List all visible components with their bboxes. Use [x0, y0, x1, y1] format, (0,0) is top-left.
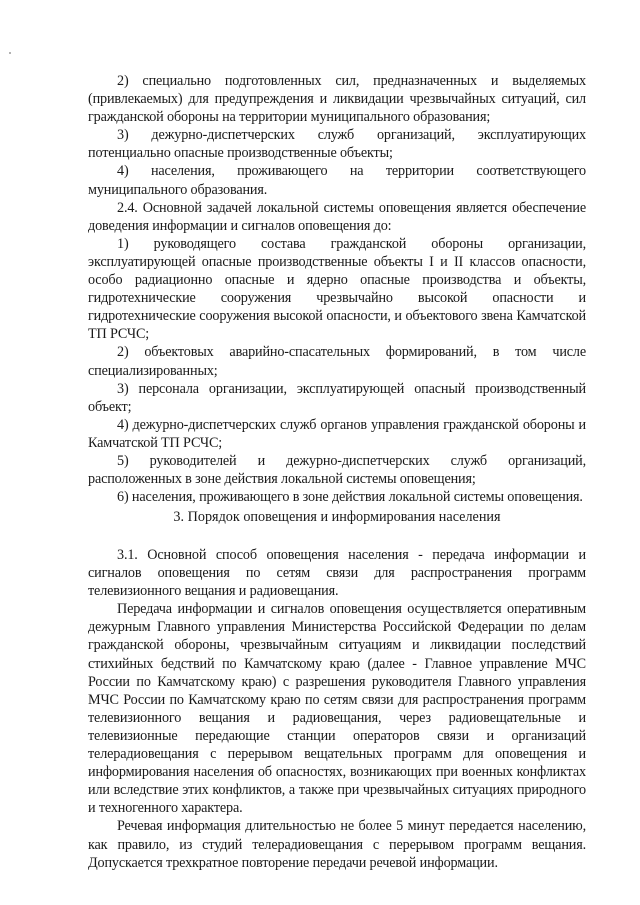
clause-2-4-item: 3) персонала организации, эксплуатирующей опасный производственный объект; — [88, 380, 586, 415]
clause-2-4-item: 6) населения, проживающего в зоне действия локальной системы оповещения. — [117, 489, 583, 506]
clause-2-4-item: 4) дежурно-диспетчерских служб органов управления гражданской обороны и Камчатской ТП РСЧС; — [88, 416, 586, 451]
section-3-paragraph: Передача информации и сигналов оповещения осуществляется оперативным дежурным Главного управления Министерства Российской Федерации по делам гражданской обороны, чрезвычайным ситуациям и ликвидации последствий стихийных бедствий по Камчатскому краю (далее - Главное управление МЧС России по Камчатскому краю) с разрешения руководителя Главного управления МЧС России по Камчатскому краю по сетям связи для распространения программ телевизионного вещания и радиовещания, через радиовещательные и телевизионные передающие станции операторов связи и организаций телерадиовещания с перерывом вещательных программ для оповещения и информирования населения об опасностях, возникающих при военных конфликтах или вследствие этих конфликтов, а также при чрезвычайных ситуациях природного и техногенного характера. — [88, 601, 586, 817]
list-item: 3) дежурно-диспетчерских служб организаций, эксплуатирующих потенциально опасные производственные объекты; — [88, 127, 586, 162]
document-body — [88, 72, 586, 506]
list-item: 2) специально подготовленных сил, предназначенных и выделяемых (привлекаемых) для предупреждения и ликвидации чрезвычайных ситуаций, сил гражданской обороны на территории муниципального образования; — [88, 73, 586, 126]
scan-artifact — [9, 52, 11, 54]
clause-2-4-item: 1) руководящего состава гражданской обороны организации, эксплуатирующей опасные производственные объекты I и II классов опасности, особо радиационно опасные и ядерно опасные производства и объекты, гидротехнические сооружения чрезвычайно высокой опасности и гидротехнические сооружения высокой опасности, и объектового звена Камчатской ТП РСЧС; — [88, 235, 586, 343]
section-3-paragraph: Речевая информация длительностью не более 5 минут передается населению, как правило, из студий телерадиовещания с перерывом программ вещания. Допускается трехкратное повторение передачи речевой информации. — [88, 818, 586, 871]
clause-2-4-intro: 2.4. Основной задачей локальной системы оповещения является обеспечение доведения информации и сигналов оповещения до: — [88, 199, 586, 234]
clause-2-4-item: 5) руководителей и дежурно-диспетчерских служб организаций, расположенных в зоне действия локальной системы оповещения; — [88, 452, 586, 488]
section-heading: 3. Порядок оповещения и информирования населения — [173, 509, 501, 525]
section-3-paragraph: 3.1. Основной способ оповещения населения - передача информации и сигналов оповещения по сетям связи для распространения программ телевизионного вещания и радиовещания. — [88, 547, 586, 600]
list-item: 4) населения, проживающего на территории соответствующего муниципального образования. — [88, 163, 586, 198]
section-3-body — [88, 546, 586, 872]
clause-2-4-item: 2) объектовых аварийно-спасательных формирований, в том числе специализированных; — [88, 344, 586, 379]
